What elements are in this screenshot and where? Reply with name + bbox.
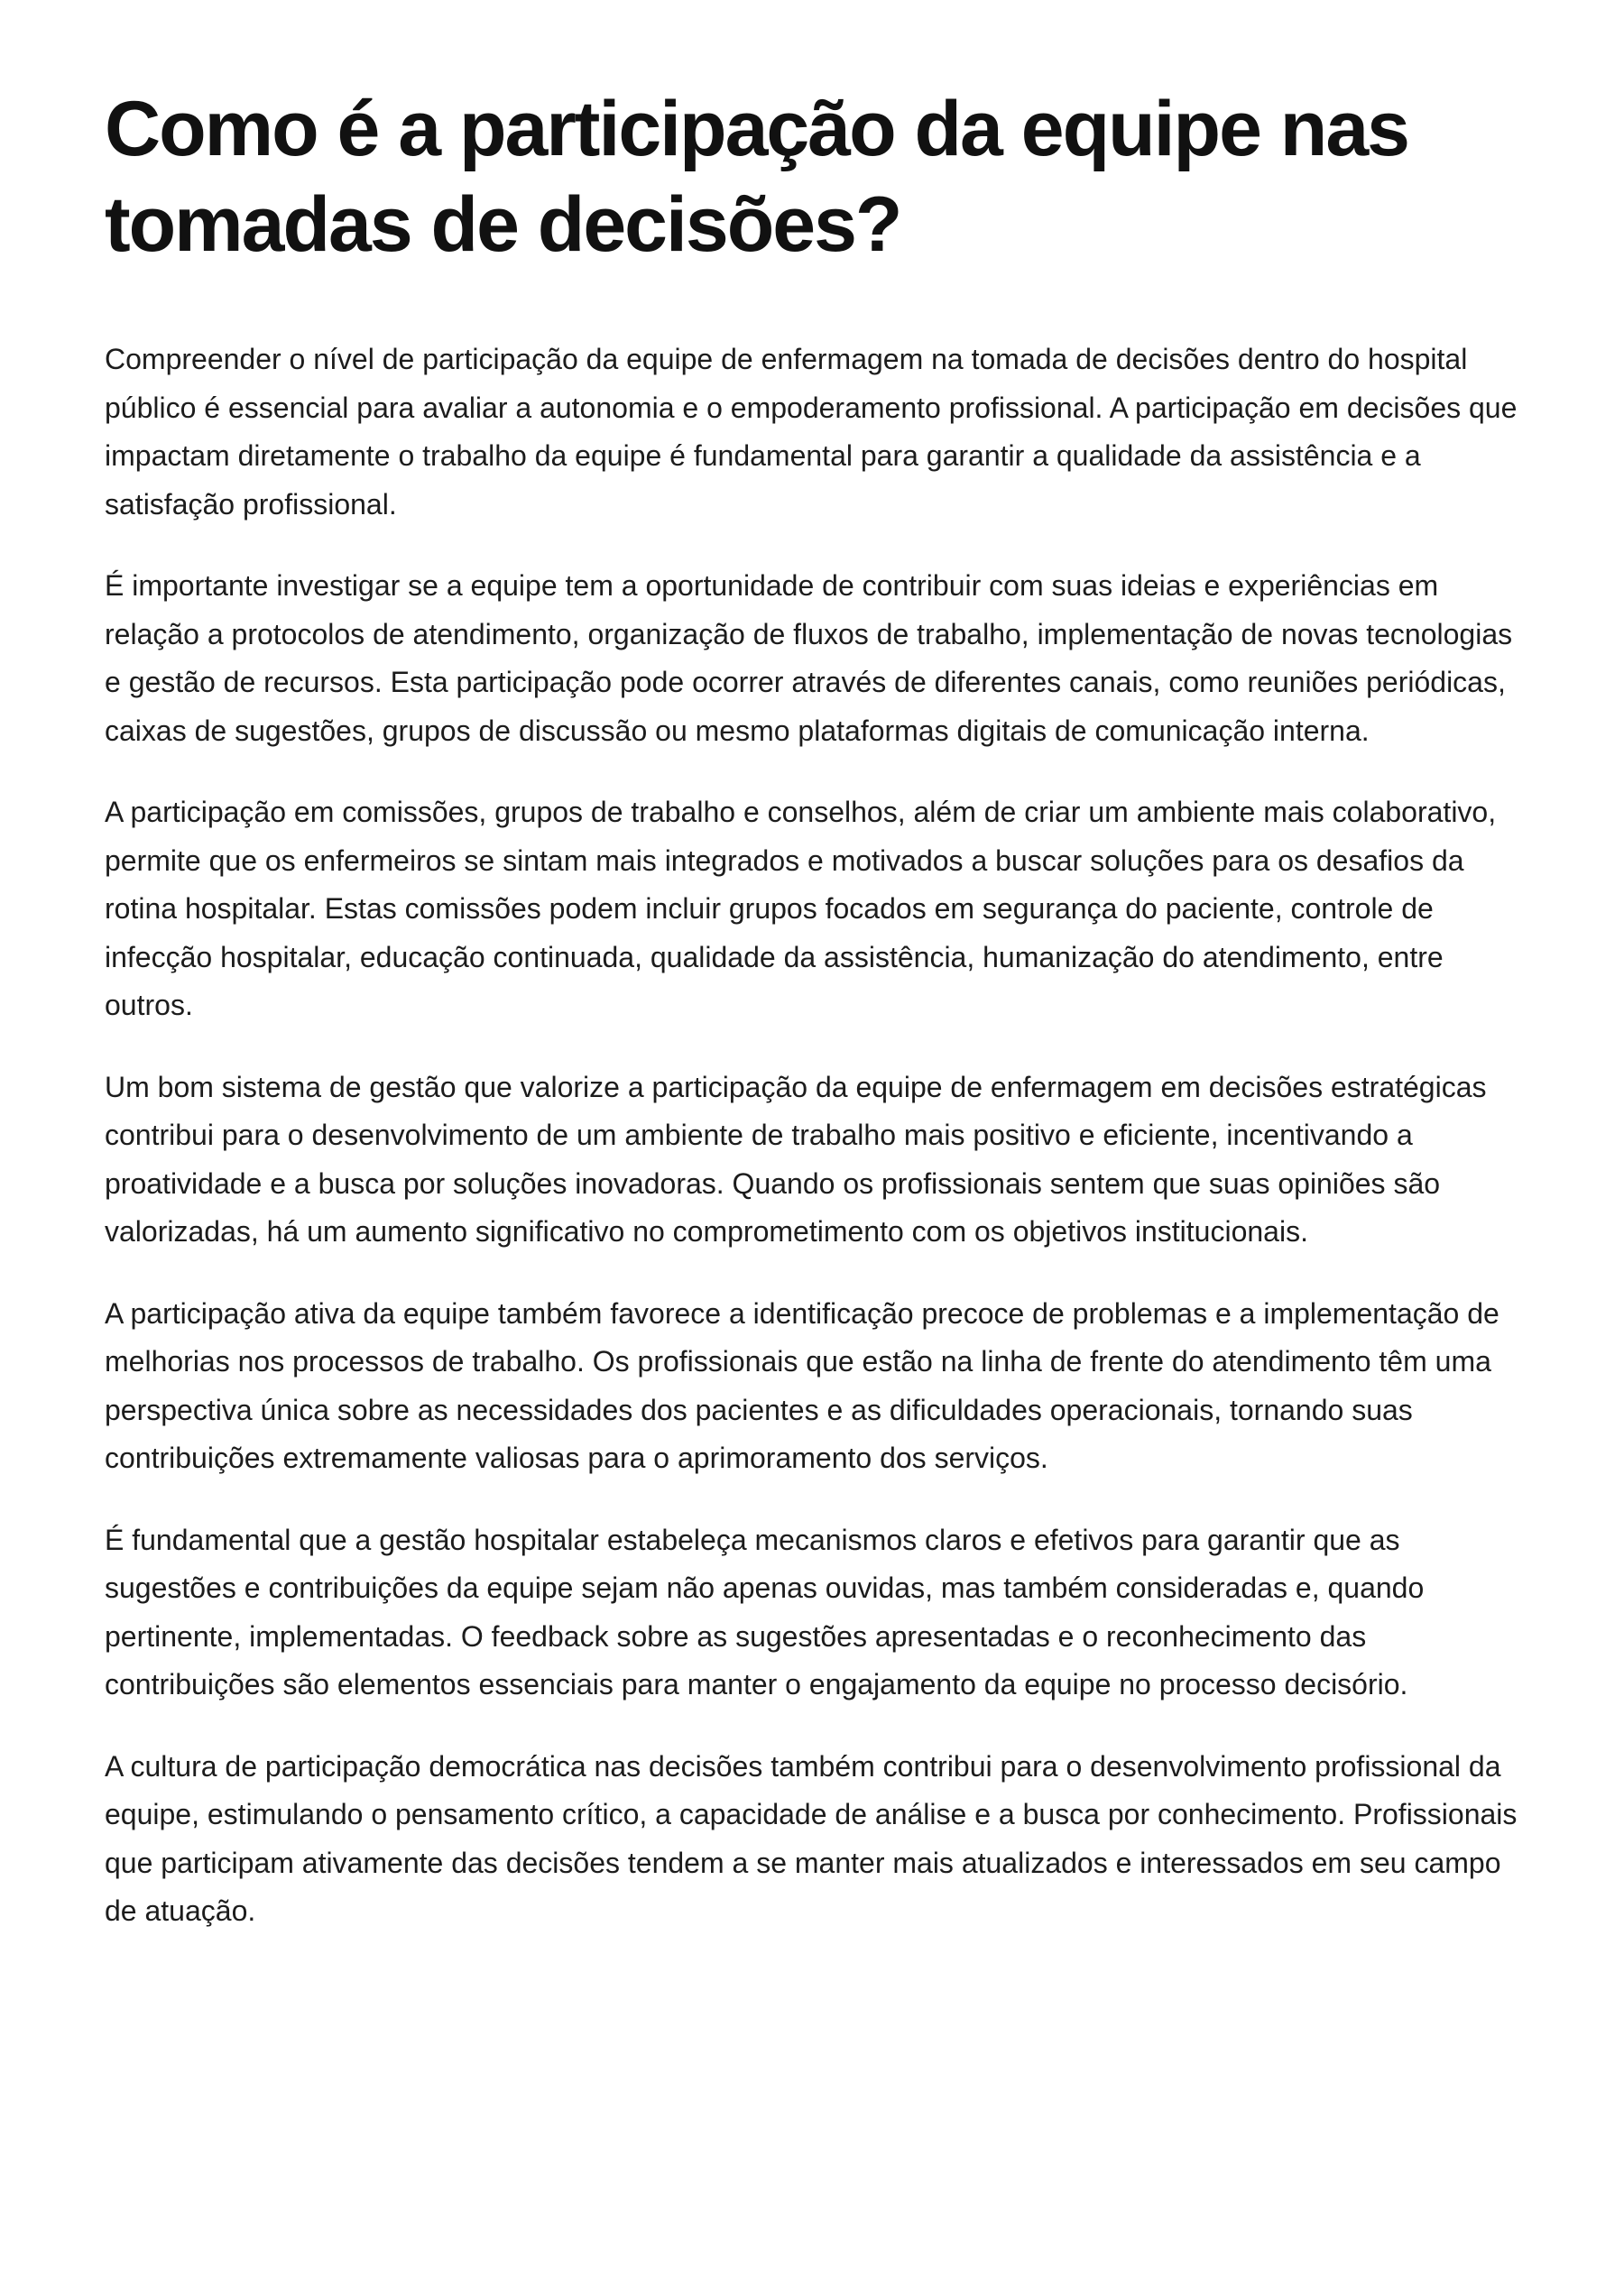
paragraph-4: Um bom sistema de gestão que valorize a participação da equipe de enfermagem em decisões estratégicas contribui para o desenvolvimento de um ambiente de trabalho mais positivo e eficiente, incentivando a proatividade e a busca por soluções inovadoras. Quando os profissionais sentem que suas opiniões são valorizadas, há um aumento significativo no comprometimento com os objetivos institucionais. (105, 1070, 1487, 1248)
paragraph-5: A participação ativa da equipe também favorece a identificação precoce de problemas e a implementação de melhorias nos processos de trabalho. Os profissionais que estão na linha de frente do atendimento têm uma perspectiva única sobre as necessidades dos pacientes e as dificuldades operacionais, tornando suas contribuições extremamente valiosas para o aprimoramento dos serviços. (105, 1296, 1499, 1474)
page-title: Como é a participação da equipe nas tomadas de decisões? (105, 86, 1408, 268)
paragraph-6: É fundamental que a gestão hospitalar estabeleça mecanismos claros e efetivos para garantir que as sugestões e contribuições da equipe sejam não apenas ouvidas, mas também consideradas e, quando pertinente, implementadas. O feedback sobre as sugestões apresentadas e o reconhecimento das contribuições são elementos essenciais para manter o engajamento da equipe no processo decisório. (105, 1523, 1425, 1701)
paragraph-1: Compreender o nível de participação da equipe de enfermagem na tomada de decisões dentro do hospital público é essencial para avaliar a autonomia e o empoderamento profissional. A participação em decisões que impactam diretamente o trabalho da equipe é fundamental para garantir a qualidade da assistência e a satisfação profissional. (105, 343, 1518, 521)
document-body (105, 336, 1519, 1936)
paragraph-7: A cultura de participação democrática nas decisões também contribui para o desenvolvimento profissional da equipe, estimulando o pensamento crítico, a capacidade de análise e a busca por conhecimento. Profissionais que participam ativamente das decisões tendem a se manter mais atualizados e interessados em seu campo de atuação. (105, 1749, 1518, 1927)
paragraph-2: É importante investigar se a equipe tem a oportunidade de contribuir com suas ideias e experiências em relação a protocolos de atendimento, organização de fluxos de trabalho, implementação de novas tecnologias e gestão de recursos. Esta participação pode ocorrer através de diferentes canais, como reuniões periódicas, caixas de sugestões, grupos de discussão ou mesmo plataformas digitais de comunicação interna. (105, 569, 1513, 747)
paragraph-3: A participação em comissões, grupos de trabalho e conselhos, além de criar um ambiente mais colaborativo, permite que os enfermeiros se sintam mais integrados e motivados a buscar soluções para os desafios da rotina hospitalar. Estas comissões podem incluir grupos focados em segurança do paciente, controle de infecção hospitalar, educação continuada, qualidade da assistência, humanização do atendimento, entre outros. (105, 796, 1497, 1021)
